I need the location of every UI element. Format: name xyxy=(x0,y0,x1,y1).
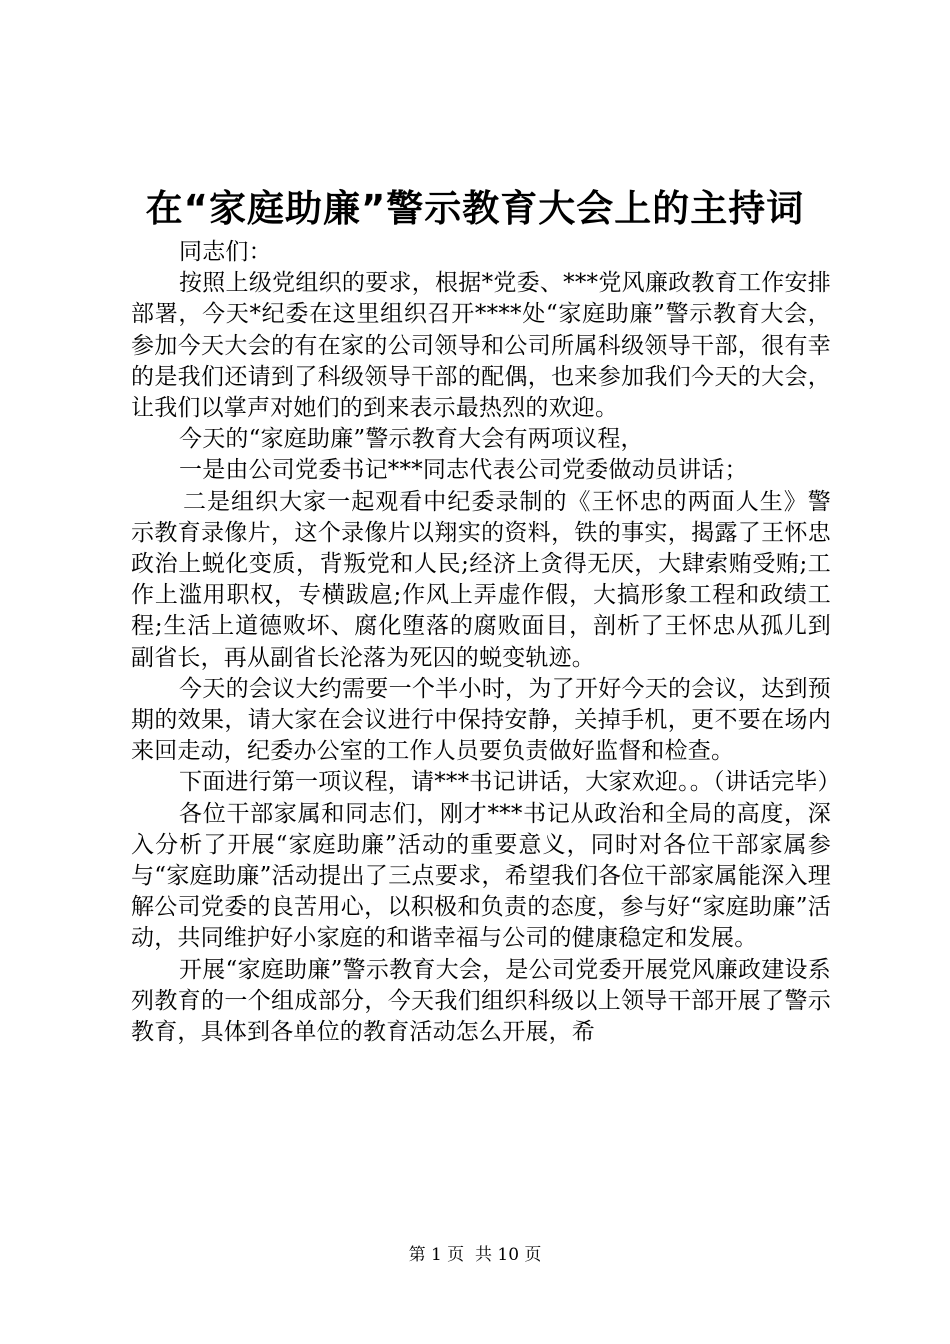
document-title: 在“家庭助廉”警示教育大会上的主持词 xyxy=(145,187,805,230)
paragraph-agenda-item-2: 二是组织大家一起观看中纪委录制的《王怀忠的两面人生》警示教育录像片，这个录像片以翔实的资料，铁的事实，揭露了王怀忠政治上蜕化变质，背叛党和人民;经济上贪得无厌，大肆索贿受贿;工作上滥用职权，专横跋扈;作风上弄虚作假，大搞形象工程和政绩工程;生活上道德败坏、腐化堕落的腐败面目，剖析了王怀忠从孤儿到副省长，再从副省长沦落为死囚的蜕变轨迹。 xyxy=(131,488,831,671)
paragraph-education: 开展“家庭助廉”警示教育大会，是公司党委开展党风廉政建设系列教育的一个组成部分，今天我们组织科级以上领导干部开展了警示教育，具体到各单位的教育活动怎么开展，希 xyxy=(131,956,831,1046)
page-footer xyxy=(0,1243,950,1267)
paragraph-agenda-item-1: 一是由公司党委书记***同志代表公司党委做动员讲话； xyxy=(179,457,748,484)
paragraph-summary: 各位干部家属和同志们，刚才***书记从政治和全局的高度，深入分析了开展“家庭助廉”活动的重要意义，同时对各位干部家属参与“家庭助廉”活动提出了三点要求，希望我们各位干部家属能深入理解公司党委的良苦用心，以积极和负责的态度，参与好“家庭助廉”活动，共同维护好小家庭的和谐幸福与公司的健康稳定和发展。 xyxy=(131,800,831,952)
paragraph-agenda: 今天的“家庭助廉”警示教育大会有两项议程， xyxy=(179,426,644,453)
paragraph-first-item: 下面进行第一项议程，请***书记讲话，大家欢迎。。（讲话完毕） xyxy=(179,769,841,796)
paragraph-salutation: 同志们： xyxy=(179,239,272,265)
paragraph-meeting-rules: 今天的会议大约需要一个半小时，为了开好今天的会议，达到预期的效果，请大家在会议进行中保持安静，关掉手机，更不要在场内来回走动，纪委办公室的工作人员要负责做好监督和检查。 xyxy=(131,675,831,765)
document-body xyxy=(131,237,841,1048)
page-number-label: 第 1 页 共 10 页 xyxy=(408,1245,542,1265)
paragraph-opening: 按照上级党组织的要求，根据*党委、***党风廉政教育工作安排部署，今天*纪委在这里组织召开****处“家庭助廉”警示教育大会，参加今天大会的有在家的公司领导和公司所属科级领导干部，很有幸的是我们还请到了科级领导干部的配偶，也来参加我们今天的大会，让我们以掌声对她们的到来表示最热烈的欢迎。 xyxy=(131,270,831,422)
